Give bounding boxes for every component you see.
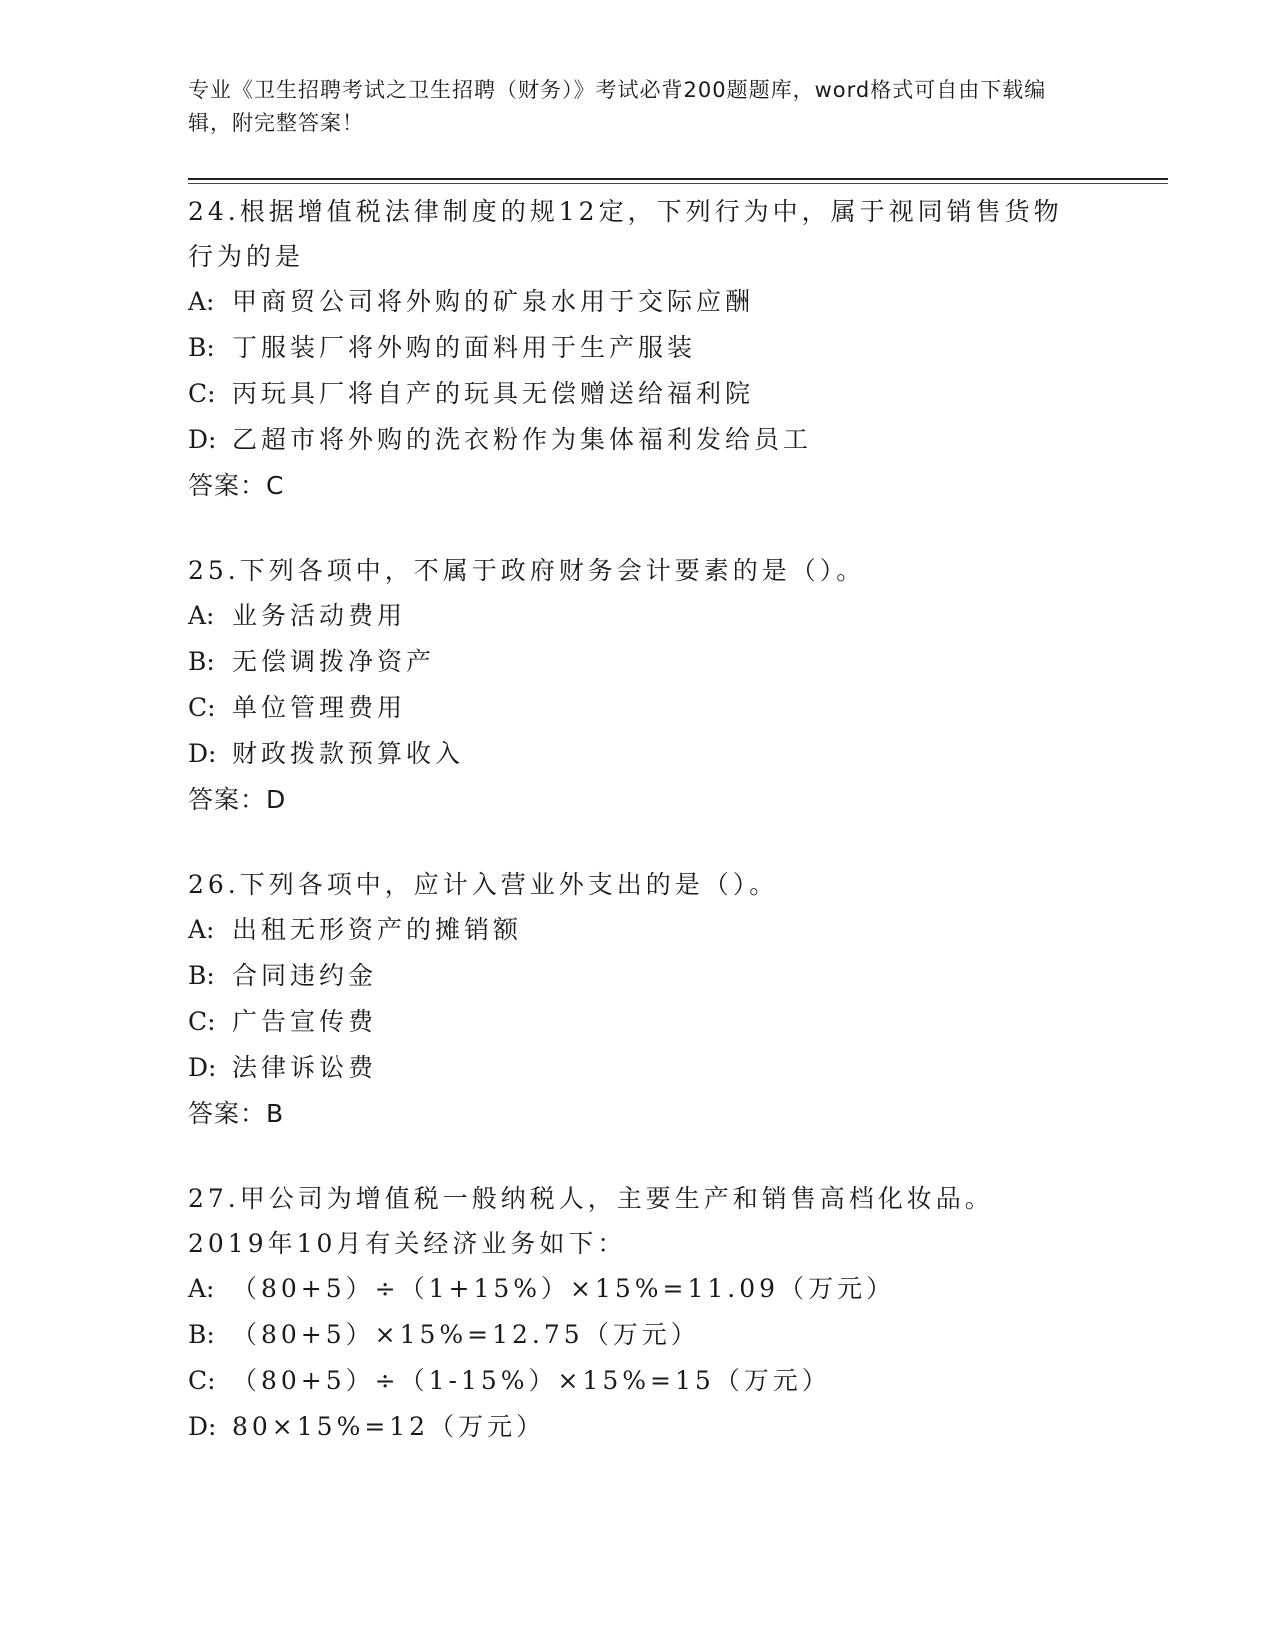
answer-line: 答案：B xyxy=(188,1099,285,1128)
option-key: A: xyxy=(188,1274,215,1303)
option-c xyxy=(188,999,1168,1045)
option-text: 80×15%=12（万元） xyxy=(232,1412,546,1441)
option-c xyxy=(188,685,1168,731)
option-text: （80+5）÷（1+15%）×15%=11.09（万元） xyxy=(232,1274,896,1303)
option-c xyxy=(188,1358,1168,1404)
option-text: 法律诉讼费 xyxy=(232,1053,378,1082)
option-a xyxy=(188,1266,1168,1312)
question-25 xyxy=(188,548,1168,823)
option-key: A: xyxy=(188,915,215,944)
header-rule-thick xyxy=(188,178,1168,180)
option-c xyxy=(188,371,1168,417)
option-b xyxy=(188,953,1168,999)
option-key: B: xyxy=(188,647,215,676)
answer-line: 答案：C xyxy=(188,471,285,500)
option-text: 合同违约金 xyxy=(232,961,378,990)
option-key: D: xyxy=(188,1412,217,1441)
option-d xyxy=(188,731,1168,777)
question-26 xyxy=(188,862,1168,1137)
option-text: 单位管理费用 xyxy=(232,693,407,722)
question-stem: 25.下列各项中，不属于政府财务会计要素的是（）。 xyxy=(188,556,866,585)
option-key: D: xyxy=(188,425,217,454)
header-rule-thin xyxy=(188,183,1168,184)
option-key: B: xyxy=(188,1320,215,1349)
question-24 xyxy=(188,189,1168,509)
option-key: D: xyxy=(188,739,217,768)
option-a xyxy=(188,279,1168,325)
option-text: （80+5）÷（1-15%）×15%=15（万元） xyxy=(232,1366,831,1395)
option-text: （80+5）×15%=12.75（万元） xyxy=(232,1320,700,1349)
option-text: 出租无形资产的摊销额 xyxy=(232,915,523,944)
option-key: C: xyxy=(188,693,216,722)
option-a xyxy=(188,907,1168,953)
option-key: D: xyxy=(188,1053,217,1082)
option-key: A: xyxy=(188,287,215,316)
option-key: C: xyxy=(188,379,216,408)
option-text: 财政拨款预算收入 xyxy=(232,739,465,768)
question-stem: 27.甲公司为增值税一般纳税人，主要生产和销售高档化妆品。2019年10月有关经济业务如下： xyxy=(188,1184,994,1258)
option-a xyxy=(188,593,1168,639)
answer-line: 答案：D xyxy=(188,785,287,814)
document-header: 专业《卫生招聘考试之卫生招聘（财务）》考试必背200题题库，word格式可自由下载编辑，附完整答案！ xyxy=(188,78,1047,135)
question-stem: 26.下列各项中，应计入营业外支出的是（）。 xyxy=(188,870,779,899)
option-text: 广告宣传费 xyxy=(232,1007,378,1036)
option-key: B: xyxy=(188,333,215,362)
option-d xyxy=(188,1404,1168,1450)
option-text: 业务活动费用 xyxy=(232,601,407,630)
question-list xyxy=(188,189,1168,1489)
option-key: A: xyxy=(188,601,215,630)
option-key: C: xyxy=(188,1007,216,1036)
question-27 xyxy=(188,1176,1168,1450)
option-text: 无偿调拨净资产 xyxy=(232,647,436,676)
option-b xyxy=(188,325,1168,371)
option-d xyxy=(188,417,1168,463)
option-b xyxy=(188,1312,1168,1358)
option-key: B: xyxy=(188,961,215,990)
option-key: C: xyxy=(188,1366,216,1395)
option-text: 甲商贸公司将外购的矿泉水用于交际应酬 xyxy=(232,287,755,316)
option-text: 乙超市将外购的洗衣粉作为集体福利发给员工 xyxy=(232,425,813,454)
option-d xyxy=(188,1045,1168,1091)
question-stem: 24.根据增值税法律制度的规12定，下列行为中，属于视同销售货物行为的是 xyxy=(188,197,1063,271)
option-b xyxy=(188,639,1168,685)
option-text: 丁服装厂将外购的面料用于生产服装 xyxy=(232,333,697,362)
option-text: 丙玩具厂将自产的玩具无偿赠送给福利院 xyxy=(232,379,755,408)
